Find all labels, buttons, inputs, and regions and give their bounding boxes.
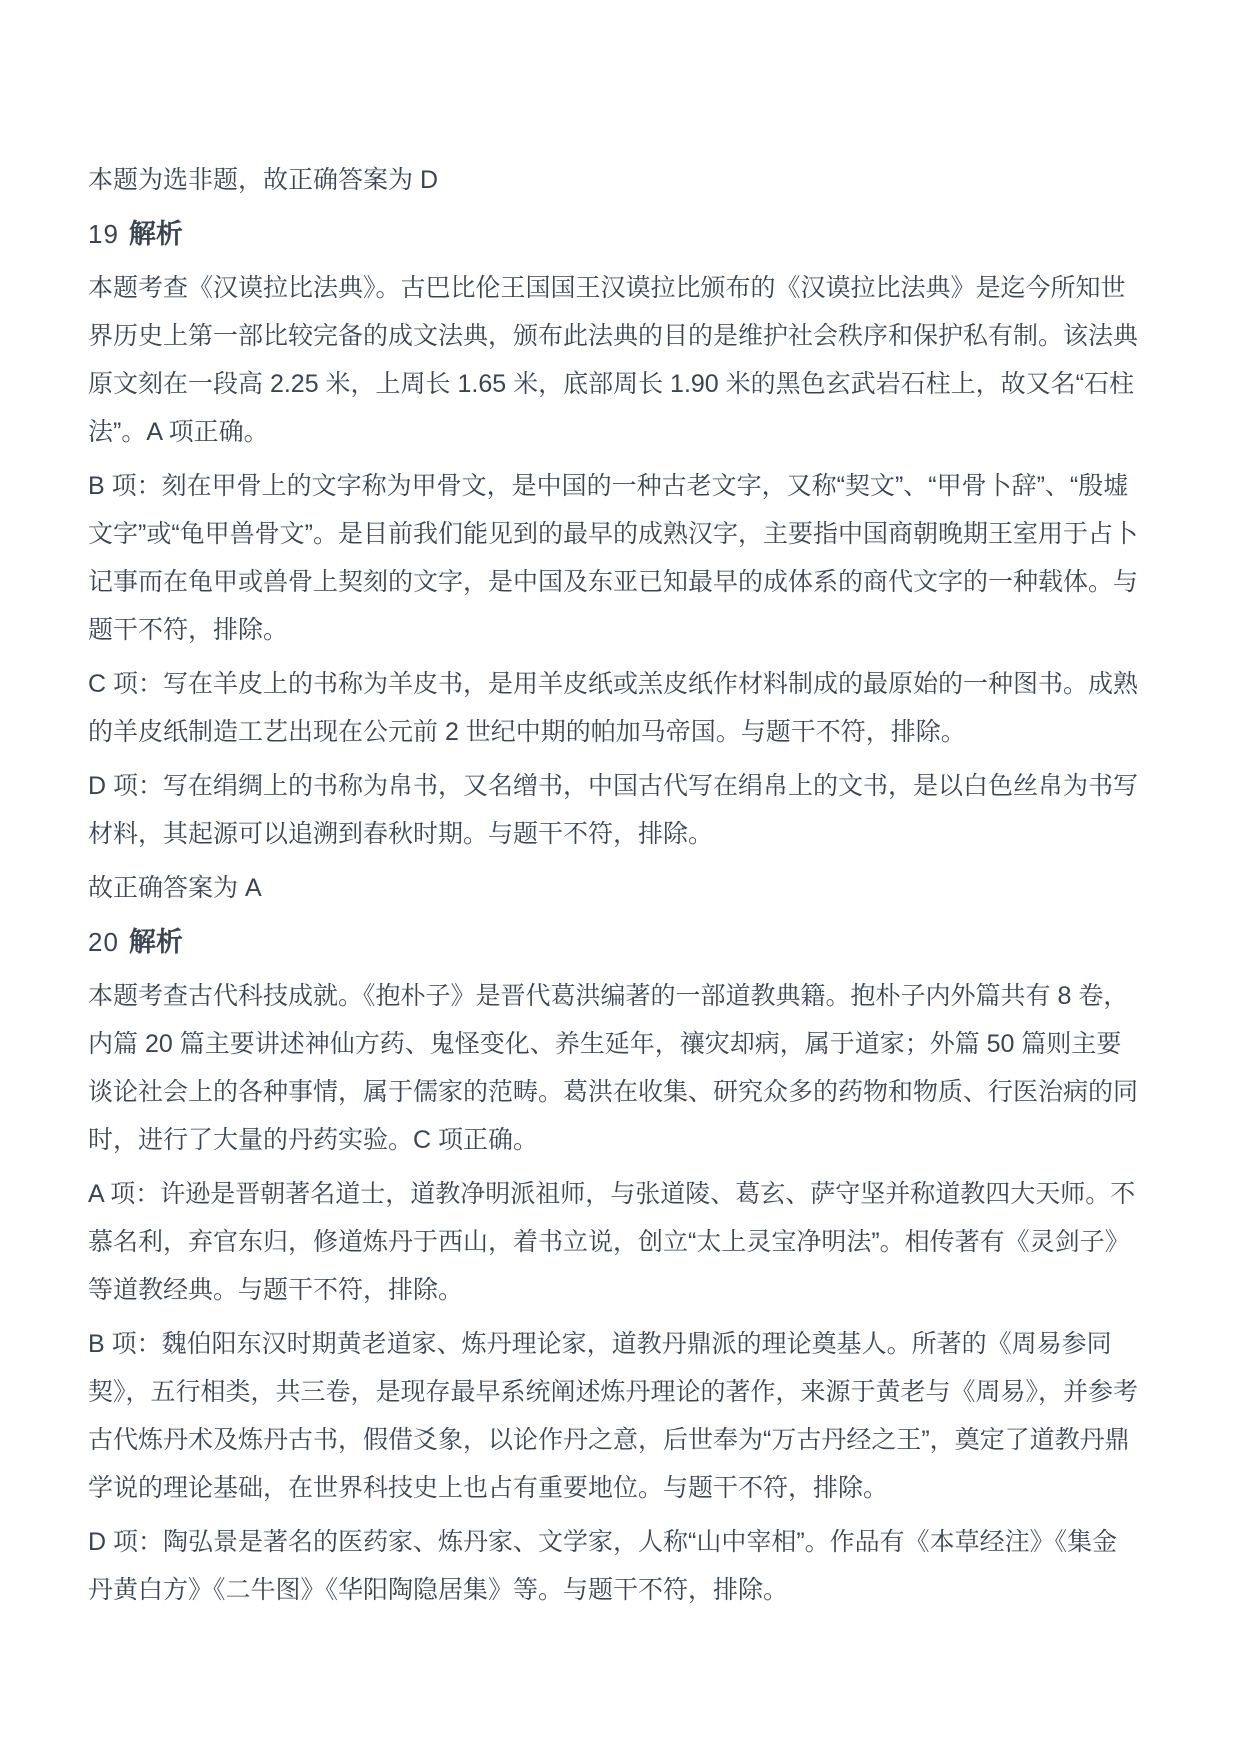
section-number-20: 20 xyxy=(88,927,119,957)
section-title-20: 解析 xyxy=(128,927,183,957)
option-b-analysis-19: B 项：刻在甲骨上的文字称为甲骨文，是中国的一种古老文字，又称“契文”、“甲骨卜辞”、“殷墟文字”或“龟甲兽骨文”。是目前我们能见到的最早的成熟汉字，主要指中国商朝晚期王室用于占卜记事而在龟甲或兽骨上契刻的文字，是中国及东亚已知最早的成体系的商代文字的一种载体。与题干不符，排除。 xyxy=(88,472,1139,644)
analysis-main-20: 本题考查古代科技成就。《抱朴子》是晋代葛洪编著的一部道教典籍。抱朴子内外篇共有 8 卷，内篇 20 篇主要讲述神仙方药、鬼怪变化、养生延年，禳灾却病，属于道家；外篇 50 篇则主要谈论社会上的各种事情，属于儒家的范畴。葛洪在收集、研究众多的药物和物质、行医治病的同时，进行了大量的丹药实验。C 项正确。 xyxy=(88,982,1139,1154)
option-b-analysis-20: B 项：魏伯阳东汉时期黄老道家、炼丹理论家，道教丹鼎派的理论奠基人。所著的《周易参同契》，五行相类，共三卷，是现存最早系统阐述炼丹理论的著作，来源于黄老与《周易》，并参考古代炼丹术及炼丹古书，假借爻象，以论作丹之意，后世奉为“万古丹经之王”，奠定了道教丹鼎学说的理论基础，在世界科技史上也占有重要地位。与题干不符，排除。 xyxy=(88,1330,1139,1502)
section-heading-20 xyxy=(88,918,1140,966)
answer-conclusion-q18: 本题为选非题，故正确答案为 D xyxy=(88,166,439,194)
answer-conclusion-19: 故正确答案为 A xyxy=(88,874,262,902)
option-a-analysis-20: A 项：许逊是晋朝著名道士，道教净明派祖师，与张道陵、葛玄、萨守坚并称道教四大天师。不慕名利，弃官东归，修道炼丹于西山，着书立说，创立“太上灵宝净明法”。相传著有《灵剑子》等道教经典。与题干不符，排除。 xyxy=(88,1180,1136,1304)
section-heading-19 xyxy=(88,210,1140,258)
option-d-analysis-20: D 项：陶弘景是著名的医药家、炼丹家、文学家，人称“山中宰相”。作品有《本草经注》《集金丹黄白方》《二牛图》《华阳陶隐居集》等。与题干不符，排除。 xyxy=(88,1528,1118,1604)
option-c-analysis-19: C 项：写在羊皮上的书称为羊皮书，是用羊皮纸或羔皮纸作材料制成的最原始的一种图书。成熟的羊皮纸制造工艺出现在公元前 2 世纪中期的帕加马帝国。与题干不符，排除。 xyxy=(88,670,1139,746)
analysis-main-19: 本题考查《汉谟拉比法典》。古巴比伦王国国王汉谟拉比颁布的《汉谟拉比法典》是迄今所知世界历史上第一部比较完备的成文法典，颁布此法典的目的是维护社会秩序和保护私有制。该法典原文刻在一段高 2.25 米，上周长 1.65 米，底部周长 1.90 米的黑色玄武岩石柱上，故又名“石柱法”。A 项正确。 xyxy=(88,274,1139,446)
section-number-19: 19 xyxy=(88,219,119,249)
option-d-analysis-19: D 项：写在绢绸上的书称为帛书，又名缯书，中国古代写在绢帛上的文书，是以白色丝帛为书写材料，其起源可以追溯到春秋时期。与题干不符，排除。 xyxy=(88,772,1139,848)
section-title-19: 解析 xyxy=(128,219,183,249)
